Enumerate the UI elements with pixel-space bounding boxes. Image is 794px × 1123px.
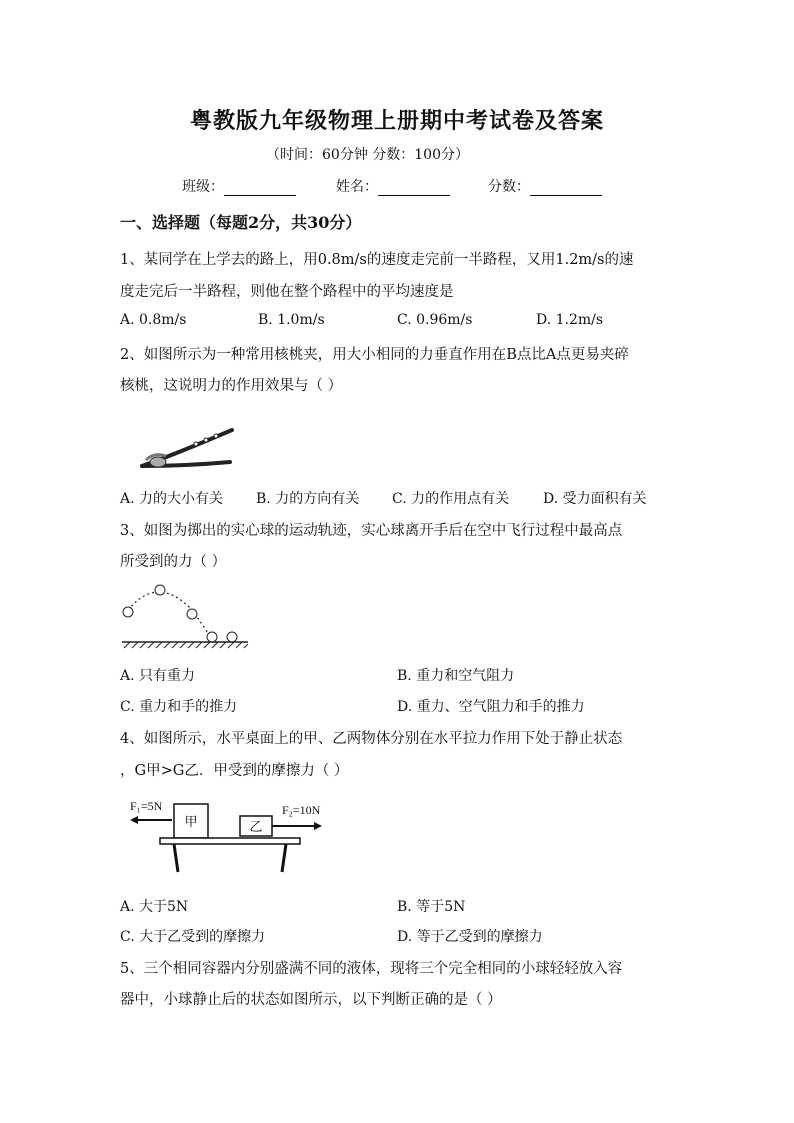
q4-option-c[interactable]: C. 大于乙受到的摩擦力 [120,929,266,945]
q1-option-b[interactable]: B. 1.0m/s [258,312,325,328]
name-blank[interactable] [378,181,450,196]
q1-option-d[interactable]: D. 1.2m/s [536,312,604,328]
block-a-label: 甲 [184,814,198,829]
ball-trajectory-figure [120,580,250,650]
q1-option-a[interactable]: A. 0.8m/s [120,312,187,328]
q4-option-b[interactable]: B. 等于5N [397,899,466,915]
q4-option-d[interactable]: D. 等于乙受到的摩擦力 [397,929,543,945]
class-label: 班级： [182,179,224,195]
q3-option-d[interactable]: D. 重力、空气阻力和手的推力 [397,699,585,715]
name-field [336,176,450,196]
q4-line1: 4、如图所示，水平桌面上的甲、乙两物体分别在水平拉力作用下处于静止状态 [120,731,623,747]
class-blank[interactable] [224,181,296,196]
q5-line1: 5、三个相同容器内分别盛满不同的液体，现将三个完全相同的小球轻轻放入容 [120,961,623,977]
section-heading: 一、选择题（每题2分，共30分） [120,213,362,232]
class-field [182,176,296,196]
q5-line2: 器中，小球静止后的状态如图所示，以下判断正确的是（ ） [120,992,502,1008]
q2-option-c[interactable]: C. 力的作用点有关 [392,491,510,507]
q3-option-b[interactable]: B. 重力和空气阻力 [397,668,515,684]
page-title: 粤教版九年级物理上册期中考试卷及答案 [189,108,604,134]
nutcracker-figure [136,424,236,474]
q2-line1: 2、如图所示为一种常用核桃夹，用大小相同的力垂直作用在B点比A点更易夹碎 [120,347,629,363]
force-f2-label: F₂=10N [282,803,321,817]
table-blocks-figure [126,796,321,876]
q3-option-a[interactable]: A. 只有重力 [120,668,196,684]
q2-line2: 核桃，这说明力的作用效果与（ ） [120,378,343,394]
q1-line2: 度走完后一半路程，则他在整个路程中的平均速度是 [120,284,454,300]
score-label: 分数： [488,179,530,195]
q4-option-a[interactable]: A. 大于5N [120,899,189,915]
q3-option-c[interactable]: C. 重力和手的推力 [120,699,238,715]
q3-line1: 3、如图为掷出的实心球的运动轨迹，实心球离开手后在空中飞行过程中最高点 [120,523,623,539]
block-b-label: 乙 [249,819,263,834]
q2-option-a[interactable]: A. 力的大小有关 [120,491,224,507]
name-label: 姓名： [336,179,378,195]
force-f1-label: F₁=5N [130,799,163,813]
q1-line1: 1、某同学在上学去的路上，用0.8m/s的速度走完前一半路程，又用1.2m/s的速 [120,252,634,268]
score-blank[interactable] [530,181,602,196]
exam-time-score: （时间：60分钟 分数：100分） [266,147,469,163]
score-field [488,176,602,196]
q3-line2: 所受到的力（ ） [120,554,227,570]
q2-option-b[interactable]: B. 力的方向有关 [256,491,360,507]
q2-option-d[interactable]: D. 受力面积有关 [543,491,647,507]
q1-option-c[interactable]: C. 0.96m/s [397,312,473,328]
q4-line2: ，G甲>G乙．甲受到的摩擦力（ ） [120,763,349,779]
